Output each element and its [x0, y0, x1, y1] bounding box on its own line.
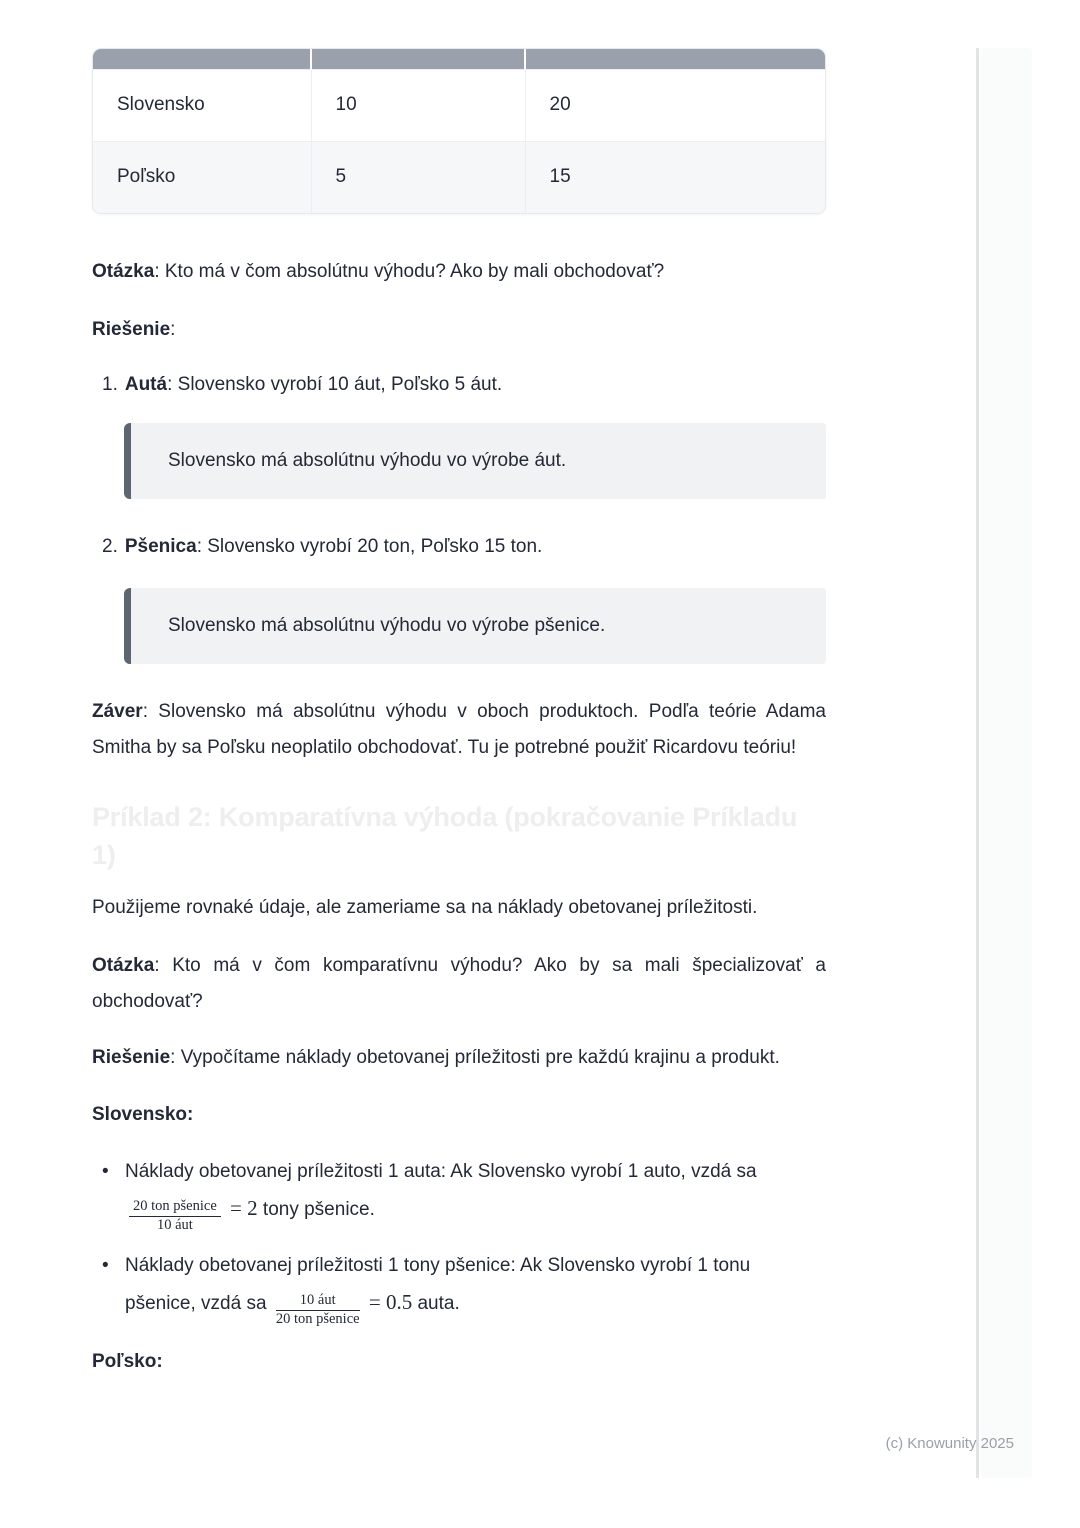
- list-item-cars: [92, 367, 826, 403]
- intro-paragraph: Použijeme rovnaké údaje, ale zameriame sa na náklady obetovanej príležitosti.: [92, 897, 758, 918]
- conclusion-text: : Slovensko má absolútnu výhodu v oboch produktoch. Podľa teórie Adama Smitha by sa Poľsku neoplatilo obchodovať. Tu je potrebné použiť Ricardovu teóriu!: [92, 701, 826, 758]
- cost-item-text: auta.: [417, 1292, 460, 1314]
- section-heading-example-2: Príklad 2: Komparatívna výhoda (pokračovanie Príkladu 1): [92, 802, 798, 870]
- list-item-text: : Slovensko vyrobí 10 áut, Poľsko 5 áut.: [167, 374, 503, 395]
- table-header-cell: [311, 49, 525, 69]
- wheat-cell: 20: [525, 69, 825, 141]
- list-item-text: : Slovensko vyrobí 20 ton, Poľsko 15 ton.: [196, 536, 543, 557]
- list-item-label: Pšenica: [124, 536, 197, 557]
- solution-1-colon: :: [170, 319, 176, 340]
- cars-cell: 5: [311, 141, 525, 213]
- polsko-heading: Poľsko:: [92, 1350, 163, 1372]
- slovensko-heading: Slovensko:: [92, 1104, 194, 1125]
- list-item-wheat: [92, 529, 826, 565]
- list-number: 2.: [102, 536, 118, 557]
- solution-2-text: : Vypočítame náklady obetovanej príležitosti pre každú krajinu a produkt.: [170, 1047, 780, 1068]
- page-divider-line: [976, 48, 979, 1478]
- question-2-label: Otázka: [92, 955, 155, 976]
- table-header-cell: [93, 49, 311, 69]
- cost-item-wheat: [92, 1248, 826, 1328]
- table-header-cell: [525, 49, 825, 69]
- callout-quote-wheat: [124, 588, 826, 664]
- cost-item-text: tony pšenice.: [262, 1199, 375, 1220]
- production-table: [92, 48, 826, 214]
- callout-quote-cars: [124, 423, 826, 499]
- equation-result: = 0.5: [368, 1289, 413, 1314]
- cost-item-text: Náklady obetovanej príležitosti 1 auta: Ak Slovensko vyrobí 1 auto, vzdá sa: [125, 1161, 757, 1182]
- list-item-label: Autá: [124, 374, 168, 395]
- question-1: [92, 254, 826, 290]
- question-1-label: Otázka: [92, 261, 155, 282]
- fraction: [276, 1293, 360, 1328]
- next-page-edge: [981, 48, 1032, 1478]
- quote-text: Slovensko má absolútnu výhodu vo výrobe áut.: [168, 450, 567, 471]
- fraction-numerator: 10 áut: [276, 1293, 360, 1311]
- question-2: [92, 948, 826, 1020]
- country-cell: Poľsko: [93, 141, 311, 213]
- fraction-numerator: 20 ton pšenice: [129, 1199, 221, 1217]
- conclusion-label: Záver: [92, 701, 143, 722]
- cars-cell: 10: [311, 69, 525, 141]
- document-content: [92, 0, 826, 1380]
- cost-item-car: [92, 1154, 826, 1234]
- solution-2-label: Riešenie: [92, 1047, 171, 1068]
- list-number: 1.: [102, 374, 118, 395]
- table-row: [93, 141, 825, 213]
- question-2-text: : Kto má v čom komparatívnu výhodu? Ako by sa mali špecializovať a obchodovať?: [92, 955, 826, 1012]
- question-1-text: : Kto má v čom absolútnu výhodu? Ako by mali obchodovať?: [154, 261, 665, 282]
- quote-text: Slovensko má absolútnu výhodu vo výrobe pšenice.: [168, 615, 606, 636]
- fraction-denominator: 20 ton pšenice: [275, 1310, 360, 1327]
- table-row: [93, 69, 825, 141]
- country-cell: Slovensko: [93, 69, 311, 141]
- cost-item-text: Náklady obetovanej príležitosti 1 tony pšenice: Ak Slovensko vyrobí 1 tonu pšenice, vzdá sa: [125, 1254, 751, 1314]
- copyright-footer: (c) Knowunity 2025: [885, 1435, 1014, 1452]
- fraction: [129, 1199, 221, 1234]
- solution-2: [92, 1040, 826, 1076]
- conclusion-paragraph: [92, 694, 826, 766]
- solution-1-label: Riešenie: [92, 319, 171, 340]
- wheat-cell: 15: [525, 141, 825, 213]
- table-header-row: [93, 49, 825, 69]
- equation-result: = 2: [230, 1196, 258, 1220]
- fraction-denominator: 10 áut: [156, 1217, 193, 1233]
- solution-1-heading: [92, 312, 826, 348]
- opportunity-cost-list: [92, 1154, 826, 1328]
